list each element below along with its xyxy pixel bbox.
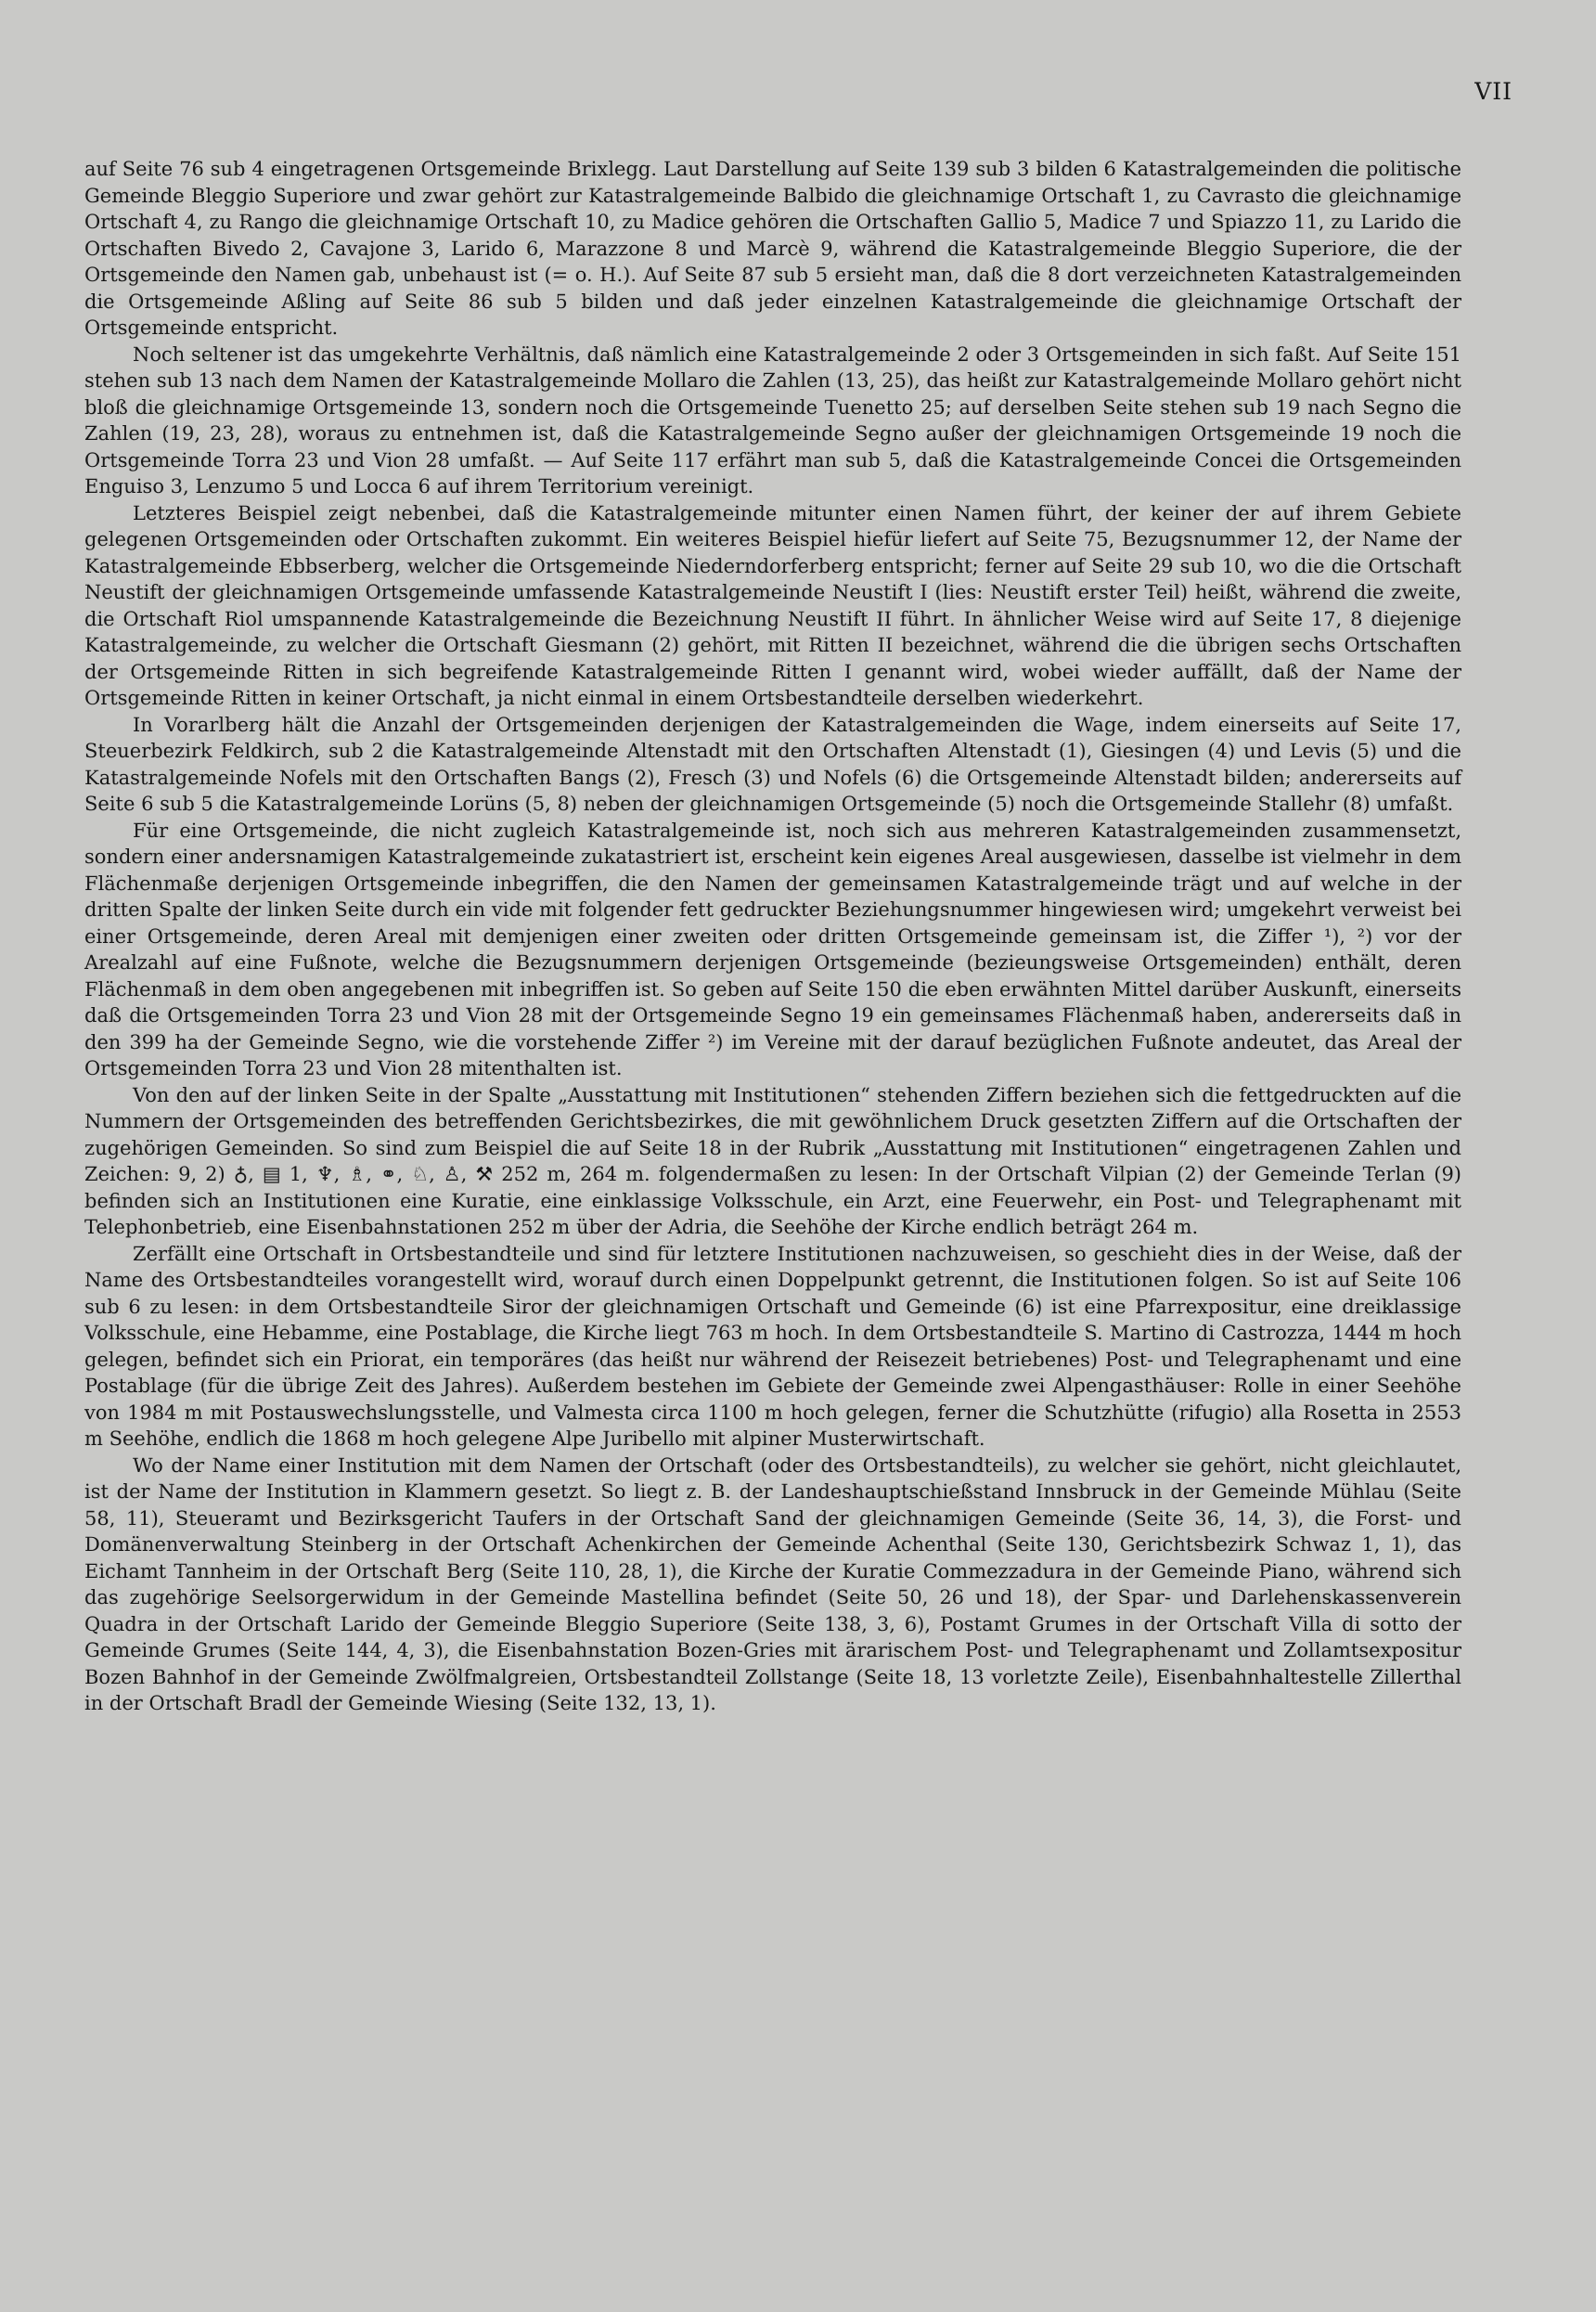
- paragraph-8: Wo der Name einer Institution mit dem Namen der Ortschaft (oder des Ortsbestandteils), zu welcher sie gehört, nicht gleichlautet, ist der Name der Institution in Klammern gesetzt. So liegt z. B. der Landeshauptschießstand Innsbruck in der Gemeinde Mühlau (Seite 58, 11), Steueramt und Bezirksgericht Taufers in der Ortschaft Sand der gleichnamigen Gemeinde (Seite 36, 14, 3), die Forst- und Domänenverwaltung Steinberg in der Ortschaft Achenkirchen der Gemeinde Achenthal (Seite 130, Gerichtsbezirk Schwaz 1, 1), das Eichamt Tannheim in der Ortschaft Berg (Seite 110, 28, 1), die Kirche der Kuratie Commezzadura in der Gemeinde Piano, während sich das zugehörige Seelsorgerwidum in der Gemeinde Mastellina befindet (Seite 50, 26 und 18), der Spar- und Darlehenskassenverein Quadra in der Ortschaft Larido der Gemeinde Bleggio Superiore (Seite 138, 3, 6), Postamt Grumes in der Ortschaft Villa di sotto der Gemeinde Grumes (Seite 144, 4, 3), die Eisenbahnstation Bozen-Gries mit ärarischem Post- und Telegraphenamt und Zollamtsexpositur Bozen Bahnhof in der Gemeinde Zwölfmalgreien, Ortsbestandteil Zollstange (Seite 18, 13 vorletzte Zeile), Eisenbahnhaltestelle Zillerthal in der Ortschaft Bradl der Gemeinde Wiesing (Seite 132, 13, 1).: [84, 1453, 1461, 1714]
- paragraph-6: Von den auf der linken Seite in der Spalte „Ausstattung mit Institutionen“ stehenden Ziffern beziehen sich die fettgedruckten auf die Nummern der Ortsgemeinden des betreffenden Gerichtsbezirkes, die mit gewöhnlichem Druck gesetzten Ziffern auf die Ortschaften der zugehörigen Gemeinden. So sind zum Beispiel die auf Seite 18 in der Rubrik „Ausstattung mit Institutionen“ eingetragenen Zahlen und Zeichen: 9, 2) ♁, ▤ 1, ♆, ♗, ⚭, ♘, ♙, ⚒ 252 m, 264 m. folgendermaßen zu lesen: In der Ortschaft Vilpian (2) der Gemeinde Terlan (9) befinden sich an Institutionen eine Kuratie, eine einklassige Volksschule, ein Arzt, eine Feuerwehr, ein Post- und Telegraphenamt mit Telephonbetrieb, eine Eisenbahnstationen 252 m über der Adria, die Seehöhe der Kirche endlich beträgt 264 m.: [84, 1083, 1461, 1238]
- paragraph-2: Noch seltener ist das umgekehrte Verhältnis, daß nämlich eine Katastralgemeinde 2 oder 3 Ortsgemeinden in sich faßt. Auf Seite 151 stehen sub 13 nach dem Namen der Katastralgemeinde Mollaro die Zahlen (13, 25), das heißt zur Katastralgemeinde Mollaro gehört nicht bloß die gleichnamige Ortsgemeinde 13, sondern noch die Ortsgemeinde Tuenetto 25; auf derselben Seite stehen sub 19 nach Segno die Zahlen (19, 23, 28), woraus zu entnehmen ist, daß die Katastralgemeinde Segno außer der gleichnamigen Ortsgemeinde 19 noch die Ortsgemeinde Torra 23 und Vion 28 umfaßt. — Auf Seite 117 erfährt man sub 5, daß die Katastralgemeinde Concei die Ortsgemeinden Enguiso 3, Lenzumo 5 und Locca 6 auf ihrem Territorium vereinigt.: [84, 342, 1461, 497]
- body-text: [84, 156, 1461, 1717]
- paragraph-3: Letzteres Beispiel zeigt nebenbei, daß die Katastralgemeinde mitunter einen Namen führt, der keiner der auf ihrem Gebiete gelegenen Ortsgemeinden oder Ortschaften zukommt. Ein weiteres Beispiel hiefür liefert auf Seite 75, Bezugsnummer 12, der Name der Katastralgemeinde Ebbserberg, welcher die Ortsgemeinde Niederndorferberg entspricht; ferner auf Seite 29 sub 10, wo die die Ortschaft Neustift der gleichnamigen Ortsgemeinde umfassende Katastralgemeinde Neustift I (lies: Neustift erster Teil) heißt, während die zweite, die Ortschaft Riol umspannende Katastralgemeinde die Bezeichnung Neustift II führt. In ähnlicher Weise wird auf Seite 17, 8 diejenige Katastralgemeinde, zu welcher die Ortschaft Giesmann (2) gehört, mit Ritten II bezeichnet, während die die übrigen sechs Ortschaften der Ortsgemeinde Ritten in sich begreifende Katastralgemeinde Ritten I genannt wird, wobei wieder auffällt, daß der Name der Ortsgemeinde Ritten in keiner Ortschaft, ja nicht einmal in einem Ortsbestandteile derselben wiederkehrt.: [84, 501, 1461, 709]
- page-number: VII: [1474, 78, 1512, 105]
- paragraph-1: auf Seite 76 sub 4 eingetragenen Ortsgemeinde Brixlegg. Laut Darstellung auf Seite 139 sub 3 bilden 6 Katastralgemeinden die politische Gemeinde Bleggio Superiore und zwar gehört zur Katastralgemeinde Balbido die gleichnamige Ortschaft 1, zu Cavrasto die gleichnamige Ortschaft 4, zu Rango die gleichnamige Ortschaft 10, zu Madice gehören die Ortschaften Gallio 5, Madice 7 und Spiazzo 11, zu Larido die Ortschaften Bivedo 2, Cavajone 3, Larido 6, Marazzone 8 und Marcè 9, während die Katastralgemeinde Bleggio Superiore, die der Ortsgemeinde den Namen gab, unbehaust ist (= o. H.). Auf Seite 87 sub 5 ersieht man, daß die 8 dort verzeichneten Katastralgemeinden die Ortsgemeinde Aßling auf Seite 86 sub 5 bilden und daß jeder einzelnen Katastralgemeinde die gleichnamige Ortschaft der Ortsgemeinde entspricht.: [84, 158, 1461, 339]
- paragraph-7: Zerfällt eine Ortschaft in Ortsbestandteile und sind für letztere Institutionen nachzuweisen, so geschieht dies in der Weise, daß der Name des Ortsbestandteiles vorangestellt wird, worauf durch einen Doppelpunkt getrennt, die Institutionen folgen. So ist auf Seite 106 sub 6 zu lesen: in dem Ortsbestandteile Siror der gleichnamigen Ortschaft und Gemeinde (6) ist eine Pfarrexpositur, eine dreiklassige Volksschule, eine Hebamme, eine Postablage, die Kirche liegt 763 m hoch. In dem Ortsbestandteile S. Martino di Castrozza, 1444 m hoch gelegen, befindet sich ein Priorat, ein temporäres (das heißt nur während der Reisezeit betriebenes) Post- und Telegraphenamt und eine Postablage (für die übrige Zeit des Jahres). Außerdem bestehen im Gebiete der Gemeinde zwei Alpengasthäuser: Rolle in einer Seehöhe von 1984 m mit Postauswechslungsstelle, und Valmesta circa 1100 m hoch gelegen, ferner die Schutzhütte (rifugio) alla Rosetta in 2553 m Seehöhe, endlich die 1868 m hoch gelegene Alpe Juribello mit alpiner Musterwirtschaft.: [84, 1242, 1461, 1450]
- paragraph-4: In Vorarlberg hält die Anzahl der Ortsgemeinden derjenigen der Katastralgemeinden die Wage, indem einerseits auf Seite 17, Steuerbezirk Feldkirch, sub 2 die Katastralgemeinde Altenstadt mit den Ortschaften Altenstadt (1), Giesingen (4) und Levis (5) und die Katastralgemeinde Nofels mit den Ortschaften Bangs (2), Fresch (3) und Nofels (6) die Ortsgemeinde Altenstadt bilden; andererseits auf Seite 6 sub 5 die Katastralgemeinde Lorüns (5, 8) neben der gleichnamigen Ortsgemeinde (5) noch die Ortsgemeinde Stallehr (8) umfaßt.: [84, 713, 1461, 815]
- paragraph-5: Für eine Ortsgemeinde, die nicht zugleich Katastralgemeinde ist, noch sich aus mehreren Katastralgemeinden zusammensetzt, sondern einer andersnamigen Katastralgemeinde zukatastriert ist, erscheint kein eigenes Areal ausgewiesen, dasselbe ist vielmehr in dem Flächenmaße derjenigen Ortsgemeinde inbegriffen, die den Namen der gemeinsamen Katastralgemeinde trägt und auf welche in der dritten Spalte der linken Seite durch ein vide mit folgender fett gedruckter Beziehungsnummer hingewiesen wird; umgekehrt verweist bei einer Ortsgemeinde, deren Areal mit demjenigen einer zweiten oder dritten Ortsgemeinde gemeinsam ist, die Ziffer ¹), ²) vor der Arealzahl auf eine Fußnote, welche die Bezugsnummern derjenigen Ortsgemeinde (bezieungsweise Ortsgemeinden) enthält, deren Flächenmaß in dem oben angegebenen mit inbegriffen ist. So geben auf Seite 150 die eben erwähnten Mittel darüber Auskunft, einerseits daß die Ortsgemeinden Torra 23 und Vion 28 mit der Ortsgemeinde Segno 19 ein gemeinsames Flächenmaß haben, andererseits daß in den 399 ha der Gemeinde Segno, wie die vorstehende Ziffer ²) im Vereine mit der darauf bezüglichen Fußnote andeutet, das Areal der Ortsgemeinden Torra 23 und Vion 28 mitenthalten ist.: [84, 819, 1461, 1079]
